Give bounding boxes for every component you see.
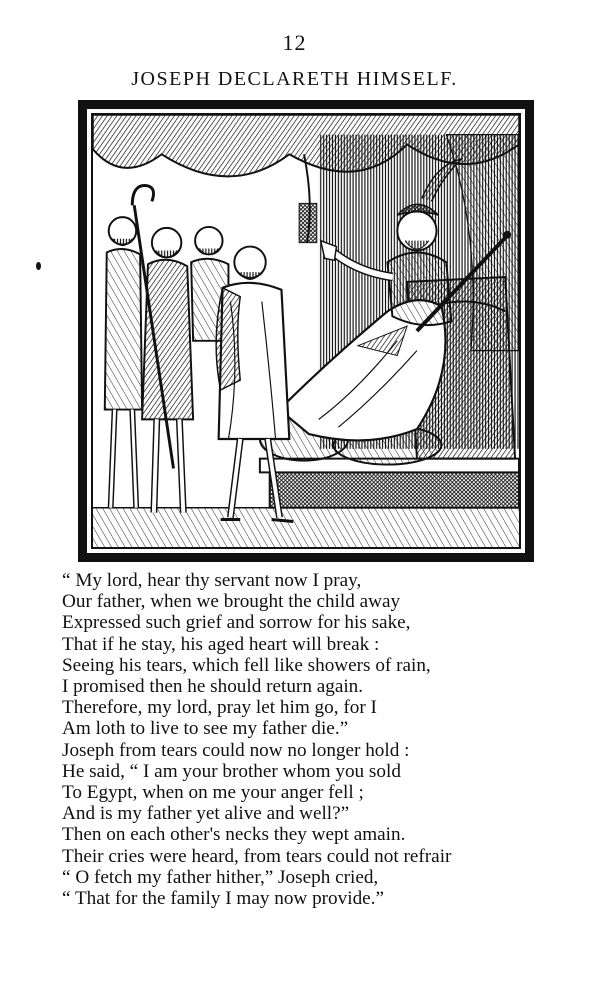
poem-line: Then on each other's necks they wept amain. xyxy=(62,824,406,846)
poem-line: And is my father yet alive and well?” xyxy=(62,803,350,825)
poem-line: Expressed such grief and sorrow for his sake, xyxy=(62,612,411,634)
poem-line: Their cries were heard, from tears could not refrair xyxy=(62,845,452,867)
poem-line: Our father, when we brought the child away xyxy=(62,591,401,613)
poem-line: Am loth to live to see my father die.” xyxy=(62,718,349,740)
ink-blot xyxy=(36,262,41,270)
poem-line: Therefore, my lord, pray let him go, for I xyxy=(62,697,377,719)
page-title: JOSEPH DECLARETH HIMSELF. xyxy=(131,68,458,90)
joseph-and-brothers-engraving xyxy=(93,115,519,547)
woodcut-illustration xyxy=(78,100,534,562)
page-number: 12 xyxy=(282,30,307,55)
poem-line: I promised then he should return again. xyxy=(62,676,364,698)
poem-line: “ O fetch my father hither,” Joseph cried, xyxy=(62,866,379,888)
poem-line: Joseph from tears could now no longer hold : xyxy=(62,739,410,761)
illustration-frame xyxy=(91,113,521,549)
poem-line: He said, “ I am your brother whom you sold xyxy=(62,760,401,782)
poem-line: That if he stay, his aged heart will break : xyxy=(62,633,380,655)
poem-line: “ My lord, hear thy servant now I pray, xyxy=(62,570,362,591)
poem-line: Seeing his tears, which fell like showers of rain, xyxy=(62,654,431,676)
poem-line: “ That for the family I may now provide.” xyxy=(62,888,384,910)
poem-text xyxy=(62,570,532,909)
poem-line: To Egypt, when on me your anger fell ; xyxy=(62,782,364,804)
